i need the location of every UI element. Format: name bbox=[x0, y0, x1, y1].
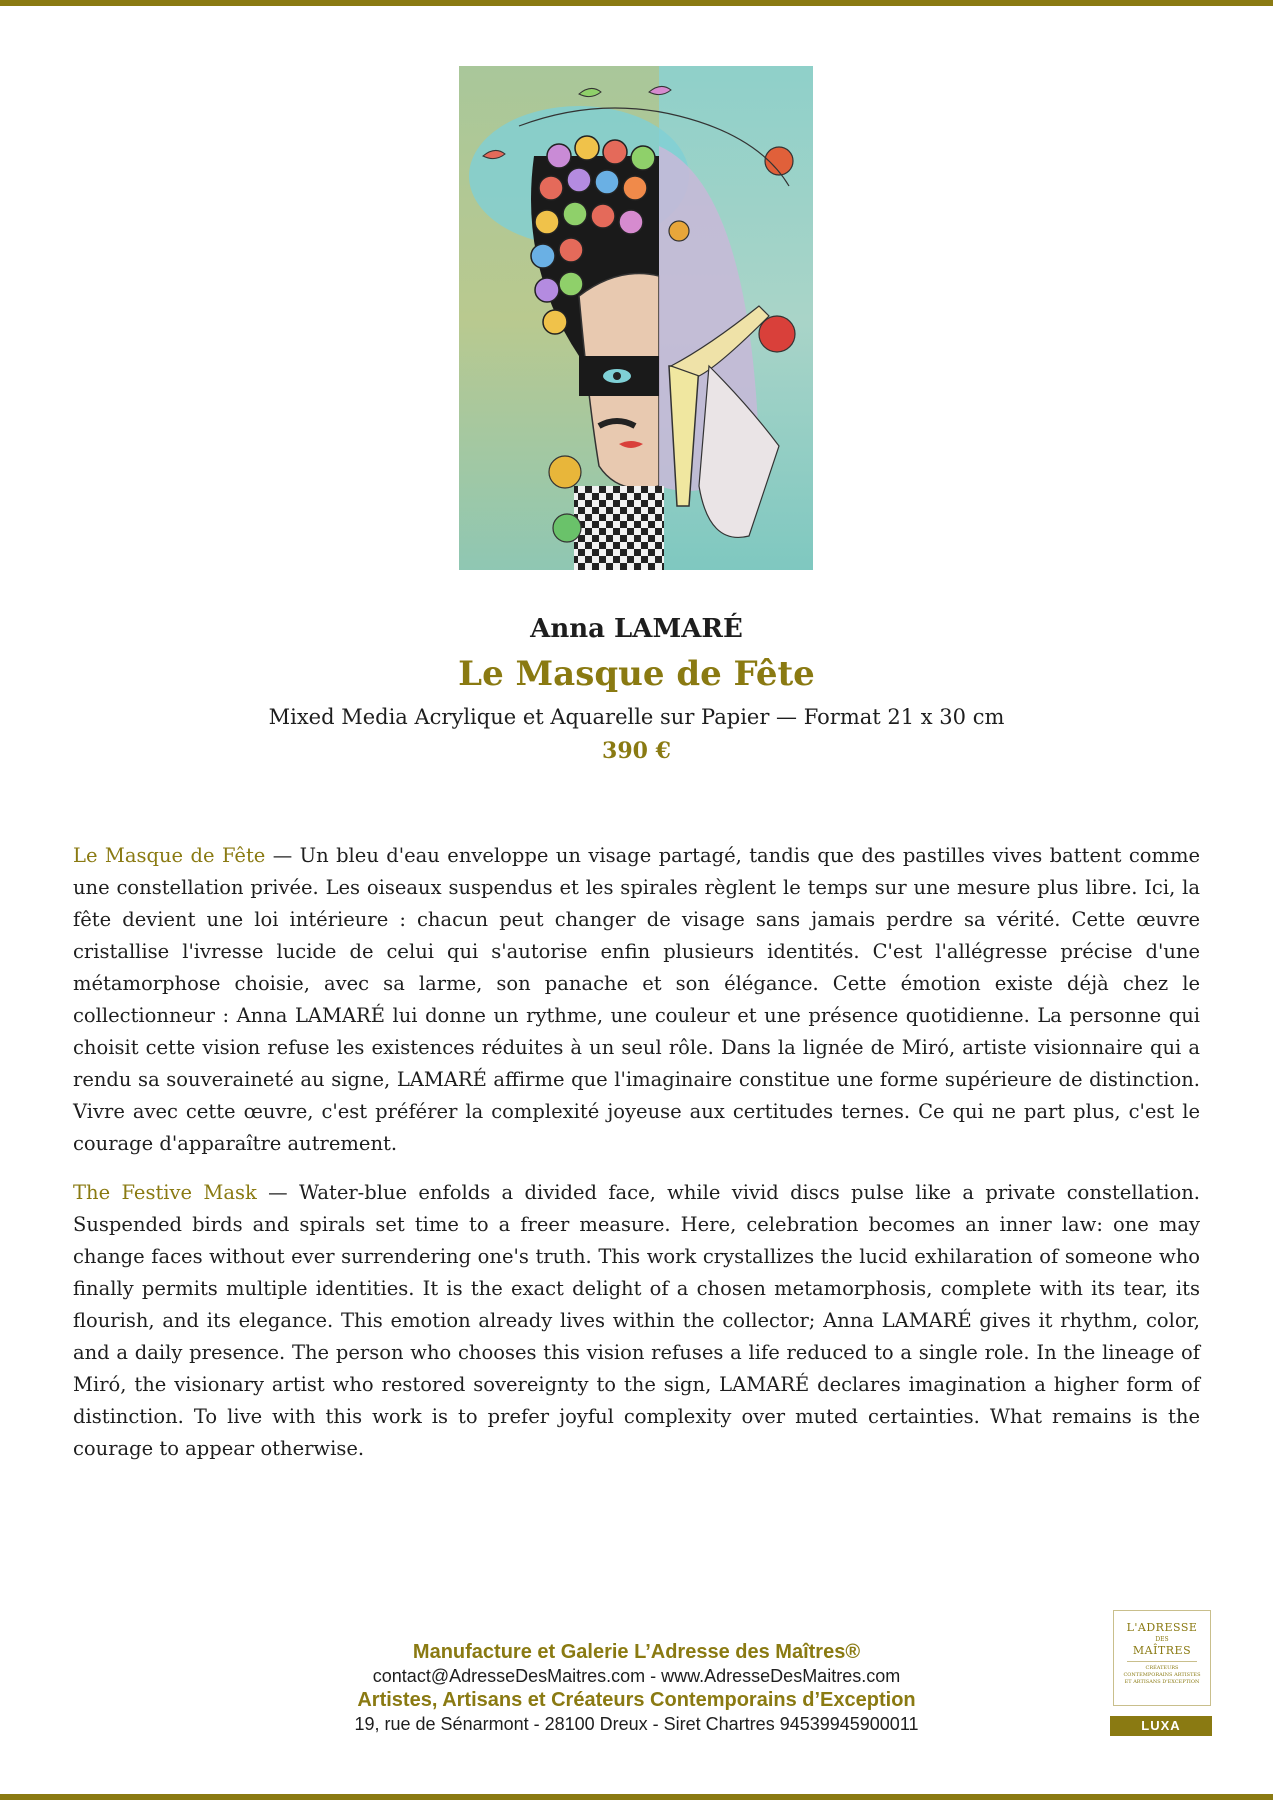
description-french-lead: Le Masque de Fête bbox=[73, 844, 266, 867]
logo-line-4: CRÉATEURS CONTEMPORAINS ARTISTES ET ARTISANS D'EXCEPTION bbox=[1123, 1665, 1201, 1685]
description-english bbox=[73, 1177, 1200, 1465]
bottom-accent-bar bbox=[0, 1794, 1273, 1800]
logo-line-1: L'ADRESSE bbox=[1126, 1621, 1198, 1634]
artist-name: Anna LAMARÉ bbox=[530, 614, 743, 644]
logo-rule bbox=[1127, 1661, 1197, 1662]
artwork-medium: Mixed Media Acrylique et Aquarelle sur Papier — Format 21 x 30 cm bbox=[268, 705, 1005, 729]
logo-line-3: MAÎTRES bbox=[1132, 1644, 1192, 1657]
footer-address: 19, rue de Sénarmont - 28100 Dreux - Siret Chartres 94539945900011 bbox=[354, 1714, 919, 1734]
artwork-painting bbox=[459, 66, 813, 570]
footer-tagline: Artistes, Artisans et Créateurs Contemporains d’Exception bbox=[357, 1689, 916, 1711]
description-english-body: — Water-blue enfolds a divided face, while vivid discs pulse like a private constellation. Suspended birds and spirals set time to a freer measure. Here, celebration becomes an inner law: one may change faces without ever surrendering one's truth. This work crystallizes the lucid exhilaration of someone who finally permits multiple identities. It is the exact delight of a chosen metamorphosis, complete with its tear, its flourish, and its elegance. This emotion already lives within the collector; Anna LAMARÉ gives it rhythm, color, and a daily presence. The person who chooses this vision refuses a life reduced to a single role. In the lineage of Miró, the visionary artist who restored sovereignty to the sign, LAMARÉ declares imagination a higher form of distinction. To live with this work is to prefer joyful complexity over muted certainties. What remains is the courage to appear otherwise. bbox=[73, 1181, 1201, 1460]
footer bbox=[0, 1640, 1273, 1736]
artwork-title: Le Masque de Fête bbox=[458, 654, 815, 694]
description-french bbox=[73, 840, 1200, 1160]
description-english-lead: The Festive Mask bbox=[73, 1181, 257, 1204]
footer-contact: contact@AdresseDesMaitres.com - www.AdresseDesMaitres.com bbox=[372, 1666, 901, 1686]
luxa-badge: LUXA bbox=[1110, 1716, 1212, 1736]
gallery-logo bbox=[1113, 1610, 1211, 1706]
top-accent-bar bbox=[0, 0, 1273, 6]
logo-line-2: DES bbox=[1155, 1636, 1169, 1643]
footer-gallery-name: Manufacture et Galerie L’Adresse des Maîtres® bbox=[412, 1641, 861, 1663]
artwork-price: 390 € bbox=[602, 738, 671, 764]
artwork-image bbox=[459, 66, 813, 570]
description-french-body: — Un bleu d'eau enveloppe un visage partagé, tandis que des pastilles vives battent comme une constellation privée. Les oiseaux suspendus et les spirales règlent le temps sur une mesure plus libre. Ici, la fête devient une loi intérieure : chacun peut changer de visage sans jamais perdre sa vérité. Cette œuvre cristallise l'ivresse lucide de celui qui s'autorise enfin plusieurs identités. C'est l'allégresse précise d'une métamorphose choisie, avec sa larme, son panache et son élégance. Cette émotion existe déjà chez le collectionneur : Anna LAMARÉ lui donne un rythme, une couleur et une présence quotidienne. La personne qui choisit cette vision refuse les existences réduites à un seul rôle. Dans la lignée de Miró, artiste visionnaire qui a rendu sa souveraineté au signe, LAMARÉ affirme que l'imaginaire constitue une forme supérieure de distinction. Vivre avec cette œuvre, c'est préférer la complexité joyeuse aux certitudes ternes. Ce qui ne part plus, c'est le courage d'apparaître autrement. bbox=[73, 844, 1200, 1155]
